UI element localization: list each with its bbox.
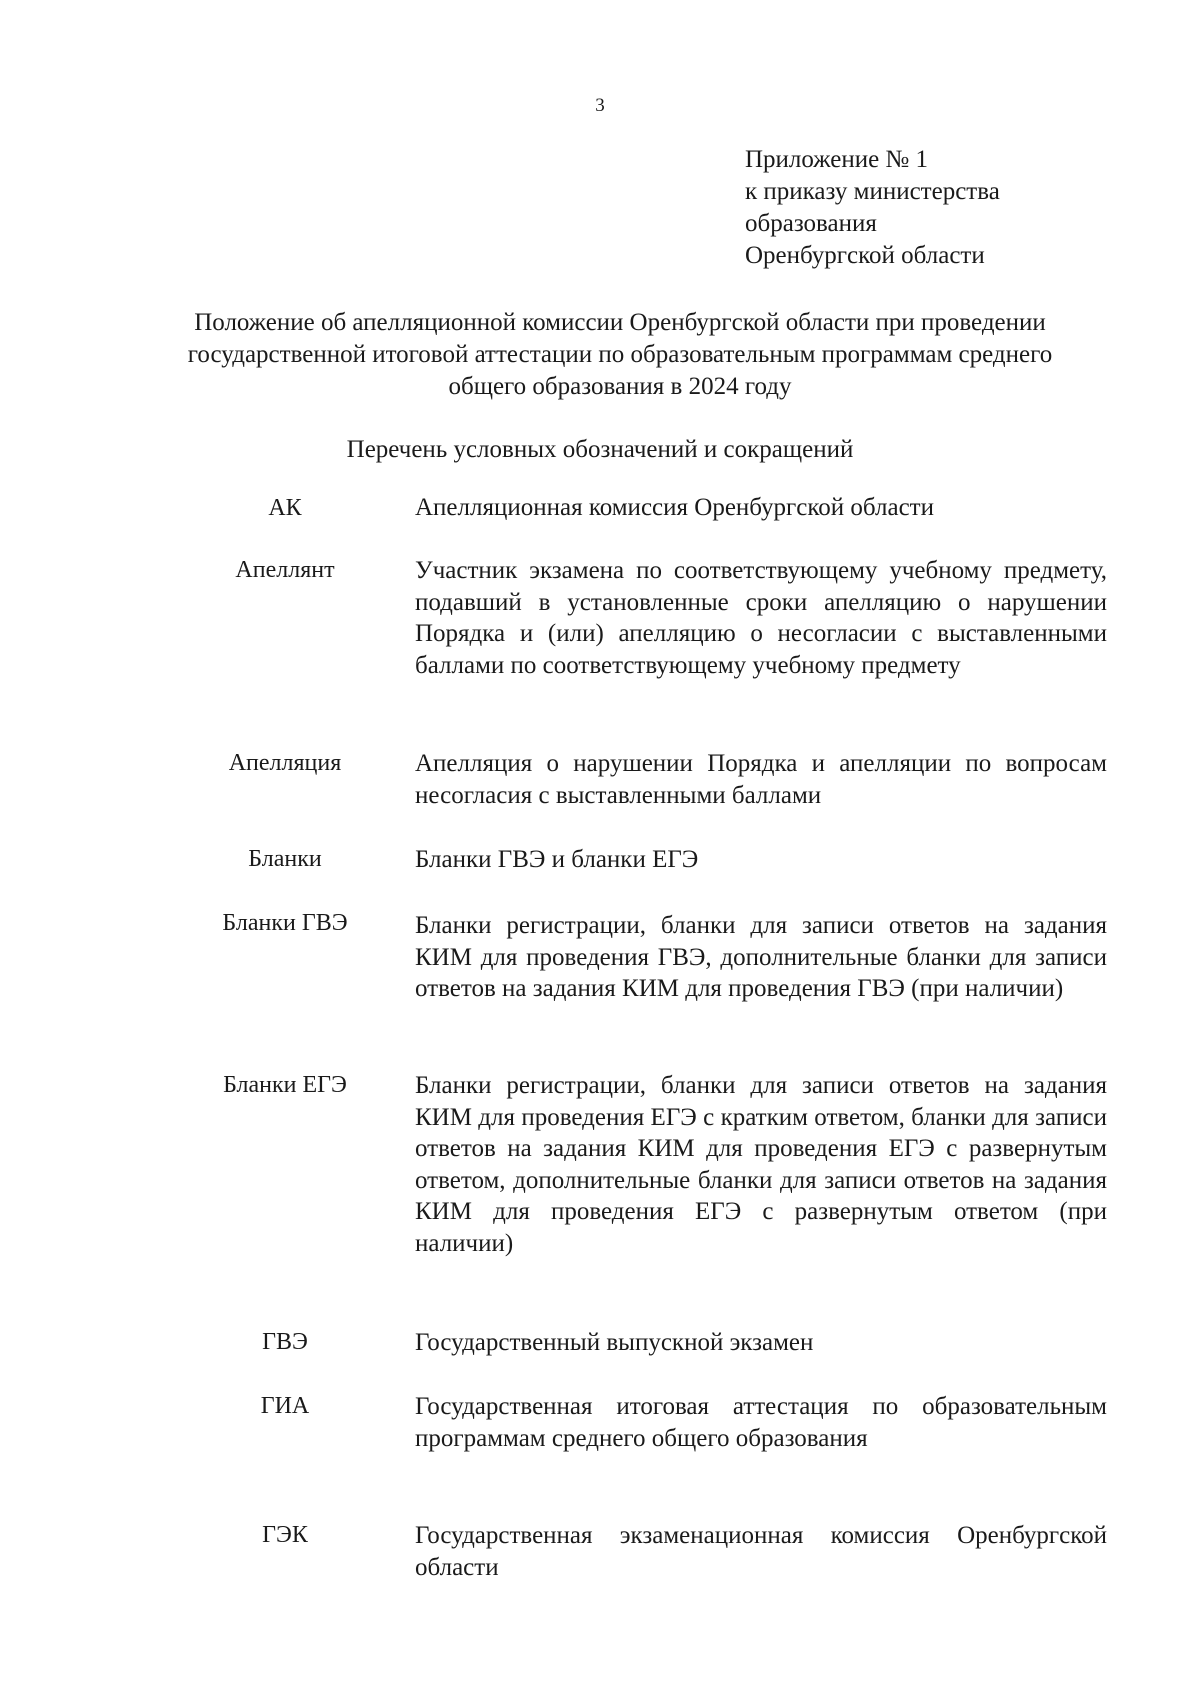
abbreviation-definition: Государственный выпускной экзамен — [415, 1329, 814, 1356]
abbreviation-term: Бланки — [248, 846, 322, 872]
abbreviation-term: АК — [268, 495, 302, 521]
abbreviation-definition: Бланки регистрации, бланки для записи ответов на задания КИМ для проведения ЕГЭ с кратким ответом, бланки для записи ответов на задания КИМ для проведения ЕГЭ с развернутым ответом, дополнительные бланки для записи ответов на задания КИМ для проведения ЕГЭ с развернутым ответом (при наличии) — [415, 1072, 1107, 1257]
abbreviation-term: ГИА — [260, 1393, 310, 1419]
page-number: 3 — [595, 95, 605, 116]
abbreviation-term: ГВЭ — [262, 1329, 308, 1355]
abbreviation-definition: Апелляционная комиссия Оренбургской области — [415, 494, 934, 521]
abbreviation-definition: Бланки регистрации, бланки для записи ответов на задания КИМ для проведения ГВЭ, дополнительные бланки для записи ответов на задания КИМ для проведения ГВЭ (при наличии) — [415, 912, 1107, 1002]
abbreviation-definition: Участник экзамена по соответствующему учебному предмету, подавший в установленные сроки апелляцию о нарушении Порядка и (или) апелляцию о несогласии с выставленными баллами по соответствующему учебному предмету — [415, 557, 1107, 679]
appendix-line: образования — [745, 210, 877, 237]
abbreviation-definition: Государственная итоговая аттестация по образовательным программам среднего общего образования — [415, 1393, 1107, 1452]
abbreviation-term: Апелляция — [228, 750, 342, 776]
appendix-header — [745, 144, 1000, 272]
abbreviation-term: Бланки ЕГЭ — [223, 1072, 347, 1098]
document-title: Положение об апелляционной комиссии Оренбургской области при проведении государственной итоговой аттестации по образовательным программам среднего общего образования в 2024 году — [187, 309, 1053, 400]
abbreviation-definition: Бланки ГВЭ и бланки ЕГЭ — [415, 846, 699, 873]
abbreviations-heading: Перечень условных обозначений и сокращений — [346, 436, 854, 463]
appendix-line: Приложение № 1 — [745, 146, 929, 173]
abbreviation-term: Бланки ГВЭ — [222, 910, 348, 936]
abbreviation-definition: Государственная экзаменационная комиссия Оренбургской области — [415, 1522, 1107, 1581]
abbreviation-term: Апеллянт — [235, 557, 335, 583]
appendix-line: Оренбургской области — [745, 242, 985, 269]
abbreviation-term: ГЭК — [262, 1522, 308, 1548]
appendix-line: к приказу министерства — [745, 178, 1000, 205]
abbreviation-definition: Апелляция о нарушении Порядка и апелляции по вопросам несогласия с выставленными баллами — [415, 750, 1107, 809]
